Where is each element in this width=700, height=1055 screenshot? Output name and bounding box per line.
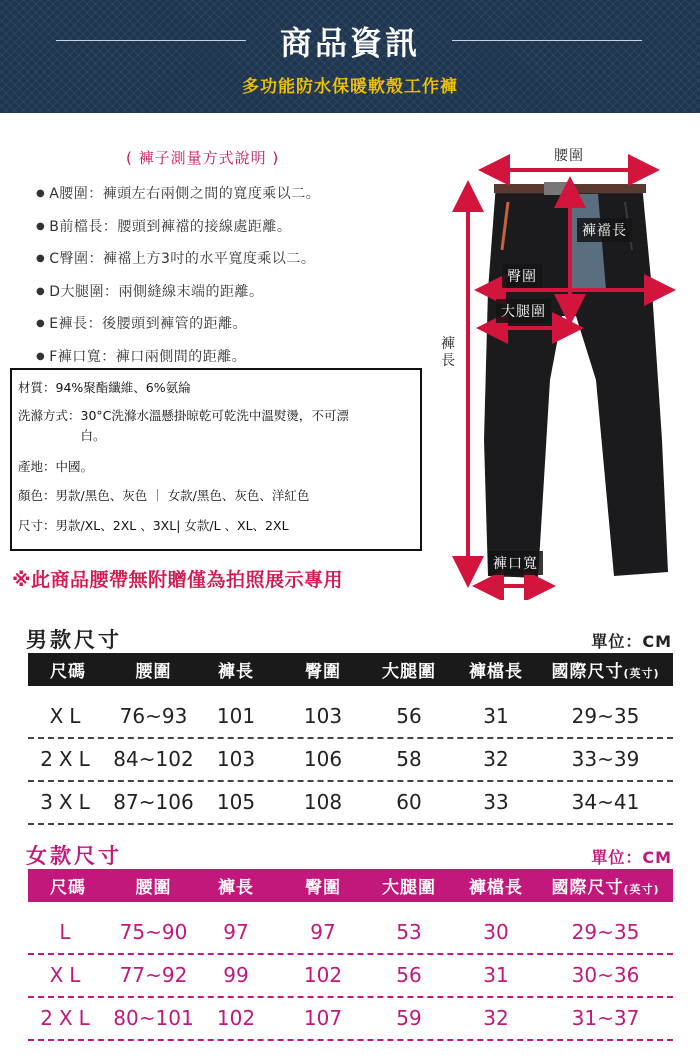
col-waist: 腰圍 [135, 878, 172, 898]
spec-size: 尺寸： 男款/XL、2XL 、3XL| 女款/L 、XL、2XL [18, 518, 289, 533]
spec-origin: 產地： 中國。 [18, 459, 94, 474]
table-row: XL 77~92 99 102 56 31 30~36 [28, 955, 673, 998]
women-unit: 單位：CM [591, 848, 672, 867]
men-table-header [28, 653, 673, 686]
spec-wash: 洗滌方式： 30°C洗滌水溫懸掛晾乾可乾洗中溫熨燙，不可漂白。 [18, 408, 349, 443]
measure-item: ● E褲長：後腰頭到褲管的距離。 [36, 313, 320, 346]
col-intl: 國際尺寸(英寸) [551, 662, 660, 682]
spec-material: 材質： 94%聚酯纖維、6%氨綸 [18, 380, 191, 395]
table-row: 2XL 80~101 102 107 59 32 31~37 [28, 998, 673, 1041]
col-length: 褲長 [218, 662, 254, 682]
belt-buckle [544, 182, 568, 195]
product-name: 多功能防水保暖軟殼工作褲 [242, 77, 458, 97]
hem-label: 褲口寬 [488, 551, 543, 575]
page-title: 商品資訊 [279, 24, 420, 62]
spec-color: 顏色： 男款/黑色、灰色 ｜ 女款/黑色、灰色、洋紅色 [18, 488, 310, 503]
col-size: 尺碼 [50, 662, 86, 682]
measure-item: ● D大腿圍：兩側縫線末端的距離。 [36, 281, 320, 314]
measure-item: ● F褲口寬：褲口兩側間的距離。 [36, 346, 320, 379]
col-thigh: 大腿圍 [382, 878, 436, 898]
men-unit: 單位：CM [591, 632, 672, 651]
col-thigh: 大腿圍 [382, 662, 436, 682]
men-size-title: 男款尺寸 [26, 628, 122, 652]
waist-label: 腰圍 [554, 148, 584, 164]
col-rise: 褲檔長 [469, 662, 523, 682]
table-row: 2XL 84~102 103 106 58 32 33~39 [28, 739, 673, 782]
belt [494, 184, 646, 193]
table-row: XL 76~93 101 103 56 31 29~35 [28, 696, 673, 739]
col-hip: 臀圍 [305, 878, 341, 898]
header-banner [0, 0, 700, 113]
col-hip: 臀圍 [305, 662, 341, 682]
hip-label: 臀圍 [502, 264, 542, 288]
measure-item: ● A腰圍：褲頭左右兩側之間的寬度乘以二。 [36, 183, 320, 216]
col-length: 褲長 [218, 878, 254, 898]
measure-title: ( 褲子測量方式說明 ) [126, 149, 280, 167]
col-waist: 腰圍 [135, 662, 172, 682]
col-size: 尺碼 [50, 878, 86, 898]
col-rise: 褲檔長 [469, 878, 523, 898]
measure-item: ● B前檔長：腰頭到褲襠的接線處距離。 [36, 216, 320, 249]
belt-notice: ※此商品腰帶無附贈僅為拍照展示專用 [12, 569, 343, 591]
table-row: 3XL 87~106 105 108 60 33 34~41 [28, 782, 673, 825]
rise-label: 褲襠長 [577, 218, 632, 242]
table-row: L 75~90 97 97 53 30 29~35 [28, 912, 673, 955]
spec-box [10, 368, 422, 551]
length-label: 褲 長 [441, 336, 455, 369]
women-table-header [28, 869, 673, 902]
women-size-title: 女款尺寸 [26, 844, 122, 868]
thigh-label: 大腿圍 [496, 299, 551, 323]
measure-list [36, 183, 320, 378]
pants-illustration [430, 140, 700, 600]
col-intl: 國際尺寸(英寸) [551, 878, 660, 898]
pants-diagram [430, 140, 700, 600]
measure-item: ● C臀圍：褲襠上方3吋的水平寬度乘以二。 [36, 248, 320, 281]
